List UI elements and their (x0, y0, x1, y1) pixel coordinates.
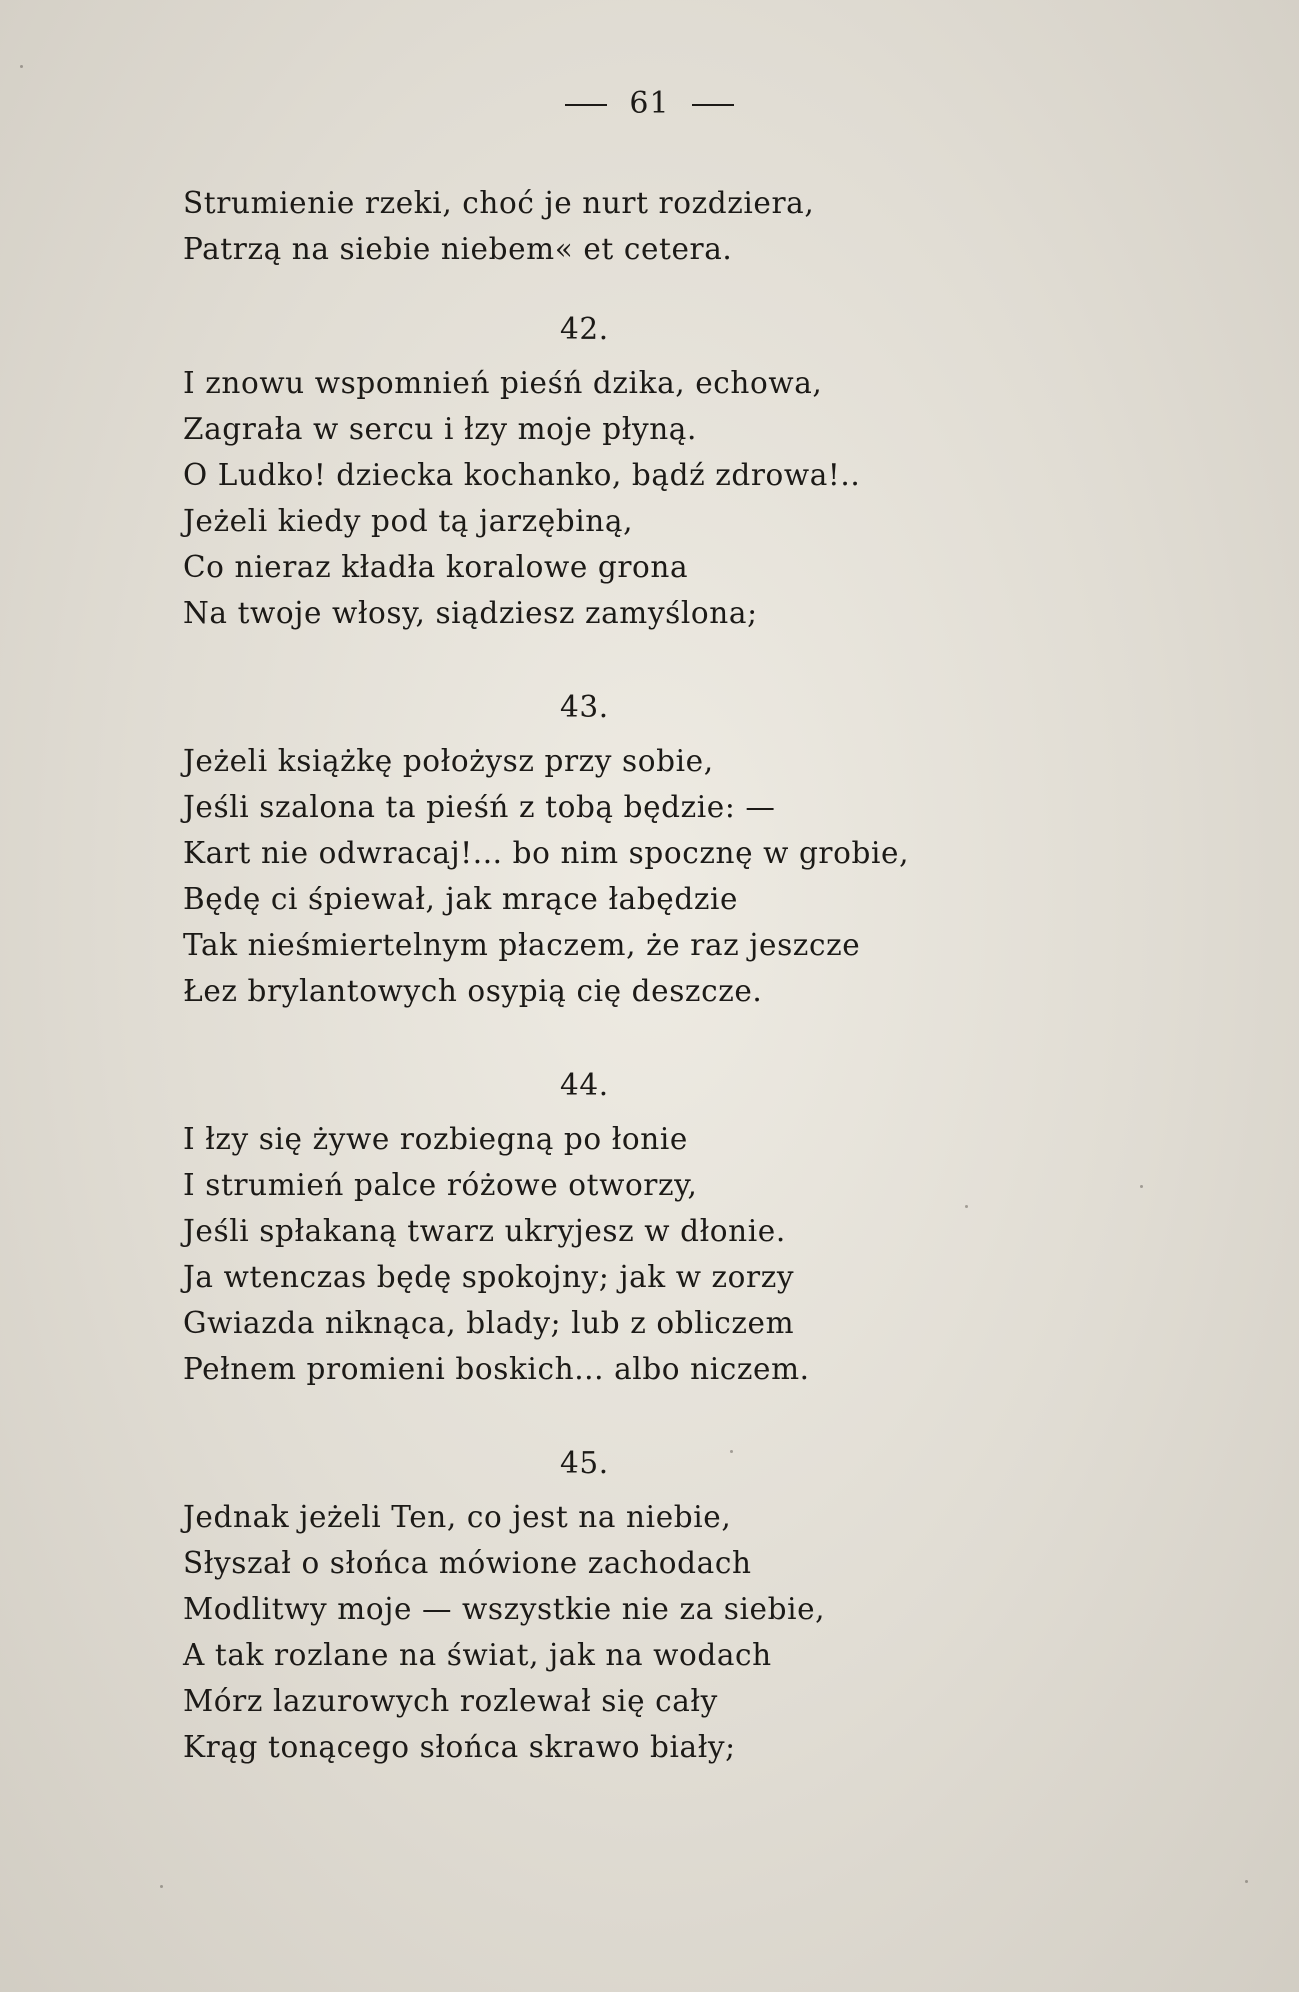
poem-text (183, 180, 1043, 1770)
verse-line: A tak rozlane na świat, jak na wodach (183, 1638, 772, 1672)
verse-line: Modlitwy moje — wszystkie nie za siebie, (183, 1592, 826, 1626)
paper-speck (730, 1450, 733, 1453)
verse-line: I łzy się żywe rozbiegną po łonie (183, 1122, 688, 1156)
verse-line: Patrzą na siebie niebem« et cetera. (183, 232, 733, 266)
stanza-number (183, 1440, 1043, 1486)
verse-line: Kart nie odwracaj!... bo nim spocznę w grobie, (183, 836, 910, 870)
page-number (0, 86, 1299, 121)
verse-line: I strumień palce różowe otworzy, (183, 1168, 698, 1202)
stanza-number (183, 1062, 1043, 1108)
paper-speck (1245, 1880, 1248, 1883)
verse-line: Jeżeli kiedy pod tą jarzębiną, (183, 504, 634, 538)
verse-line: Jeżeli książkę położysz przy sobie, (183, 744, 714, 778)
verse-line: Będę ci śpiewał, jak mrące łabędzie (183, 882, 739, 916)
stanza-number (183, 306, 1043, 352)
verse-line: Co nieraz kładła koralowe grona (183, 550, 689, 584)
paper-speck (965, 1205, 968, 1208)
paper-speck (160, 1885, 163, 1888)
stanza-number-text: 42. (560, 312, 609, 346)
stanza-45 (183, 1440, 1043, 1770)
verse-line: Krąg tonącego słońca skrawo biały; (183, 1730, 736, 1764)
verse-line: Jeśli spłakaną twarz ukryjesz w dłonie. (183, 1214, 786, 1248)
stanza-number-text: 43. (560, 690, 609, 724)
verse-line: Tak nieśmiertelnym płaczem, że raz jeszcze (183, 928, 861, 962)
page-number-text: 61 (629, 86, 670, 121)
verse-line: Ja wtenczas będę spokojny; jak w zorzy (183, 1260, 795, 1294)
verse-line: Pełnem promieni boskich... albo niczem. (183, 1352, 810, 1386)
stanza-43 (183, 684, 1043, 1014)
stanza-44 (183, 1062, 1043, 1392)
stanza-number-text: 45. (560, 1446, 609, 1480)
verse-line: Słyszał o słońca mówione zachodach (183, 1546, 752, 1580)
verse-line: Jednak jeżeli Ten, co jest na niebie, (183, 1500, 732, 1534)
continuation-stanza (183, 180, 1043, 272)
verse-line: Gwiazda niknąca, blady; lub z obliczem (183, 1306, 795, 1340)
verse-line: O Ludko! dziecka kochanko, bądź zdrowa!.. (183, 458, 861, 492)
verse-line: Mórz lazurowych rozlewał się cały (183, 1684, 718, 1718)
verse-line: Na twoje włosy, siądziesz zamyślona; (183, 596, 758, 630)
stanza-number (183, 684, 1043, 730)
stanza-42 (183, 306, 1043, 636)
verse-line: Jeśli szalona ta pieśń z tobą będzie: — (183, 790, 776, 824)
stanza-number-text: 44. (560, 1068, 609, 1102)
verse-line: Łez brylantowych osypią cię deszcze. (183, 974, 763, 1008)
paper-speck (20, 65, 23, 68)
folio-dash-right (692, 104, 734, 106)
verse-line: Zagrała w sercu i łzy moje płyną. (183, 412, 697, 446)
verse-line: I znowu wspomnień pieśń dzika, echowa, (183, 366, 823, 400)
folio-dash-left (565, 104, 607, 106)
verse-line: Strumienie rzeki, choć je nurt rozdziera, (183, 186, 815, 220)
paper-speck (1140, 1185, 1143, 1188)
